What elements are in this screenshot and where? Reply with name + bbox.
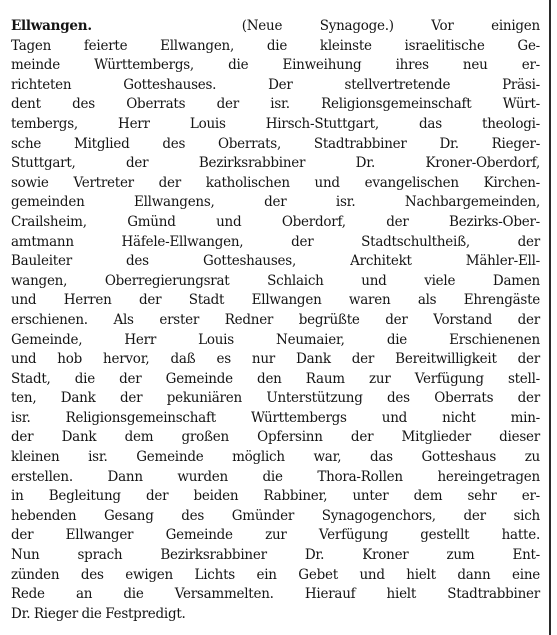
article-line: Rede an die Versammelten. Hierauf hielt Stadtrabbiner <box>11 586 540 603</box>
article-body <box>11 17 540 624</box>
article-line: zünden des ewigen Lichts ein Gebet und hielt dann eine <box>11 566 540 583</box>
article-line: wangen, Oberregierungsrat Schlaich und viele Damen <box>11 272 540 289</box>
article-line: meinde Württembergs, die Einweihung ihres neu er- <box>11 57 540 74</box>
article-line: Nun sprach Bezirksrabbiner Dr. Kroner zum Ent- <box>11 547 540 564</box>
article-line: erschienen. Als erster Redner begrüßte der Vorstand der <box>11 311 540 328</box>
article-line: richteten Gotteshauses. Der stellvertretende Präsi- <box>11 76 540 93</box>
article-headline: Ellwangen. <box>11 18 92 34</box>
article-line: Gemeinde, Herr Louis Neumaier, die Erschienenen <box>11 331 540 348</box>
article-line: Stadt, die der Gemeinde den Raum zur Verfügung stell- <box>11 370 540 387</box>
article-line: ten, Dank der pekuniären Unterstützung des Oberrats der <box>11 390 540 407</box>
article-line: hebenden Gesang des Gmünder Synagogenchors, der sich <box>11 507 540 524</box>
article-line: der Ellwanger Gemeinde zur Verfügung gestellt hatte. <box>11 527 540 544</box>
article-line: kleinen isr. Gemeinde möglich war, das Gotteshaus zu <box>11 449 540 466</box>
article-line: gemeinden Ellwangens, der isr. Nachbargemeinden, <box>11 194 540 211</box>
article-line: Stuttgart, der Bezirksrabbiner Dr. Kroner-Oberdorf, <box>11 155 540 172</box>
article-line: tembergs, Herr Louis Hirsch-Stuttgart, das theologi- <box>11 115 540 132</box>
article-line: dent des Oberrats der isr. Religionsgemeinschaft Würt- <box>11 96 540 113</box>
article-line-text: (Neue Synagoge.) Vor einigen <box>241 18 540 34</box>
article-line: Tagen feierte Ellwangen, die kleinste israelitische Ge- <box>11 37 540 54</box>
article-line-1 <box>11 17 540 37</box>
article-line: sche Mitglied des Oberrats, Stadtrabbiner Dr. Rieger- <box>11 135 540 152</box>
article-line: sowie Vertreter der katholischen und evangelischen Kirchen- <box>11 174 540 191</box>
article-line: Bauleiter des Gotteshauses, Architekt Mähler-Ell- <box>11 253 540 270</box>
article-line: in Begleitung der beiden Rabbiner, unter dem sehr er- <box>11 488 540 505</box>
article-line: und hob hervor, daß es nur Dank der Bereitwilligkeit der <box>11 351 540 368</box>
article-line: der Dank dem großen Opfersinn der Mitglieder dieser <box>11 429 540 446</box>
article-line: Crailsheim, Gmünd und Oberdorf, der Bezirks-Ober- <box>11 213 540 230</box>
article-line: und Herren der Stadt Ellwangen waren als Ehrengäste <box>11 292 540 309</box>
article-line: isr. Religionsgemeinschaft Württembergs und nicht min- <box>11 409 540 426</box>
column-rule <box>549 0 551 635</box>
article-line: erstellen. Dann wurden die Thora-Rollen hereingetragen <box>11 468 540 485</box>
article-line: Dr. Rieger die Festpredigt. <box>11 605 186 622</box>
article-line: amtmann Häfele-Ellwangen, der Stadtschultheiß, der <box>11 233 540 250</box>
